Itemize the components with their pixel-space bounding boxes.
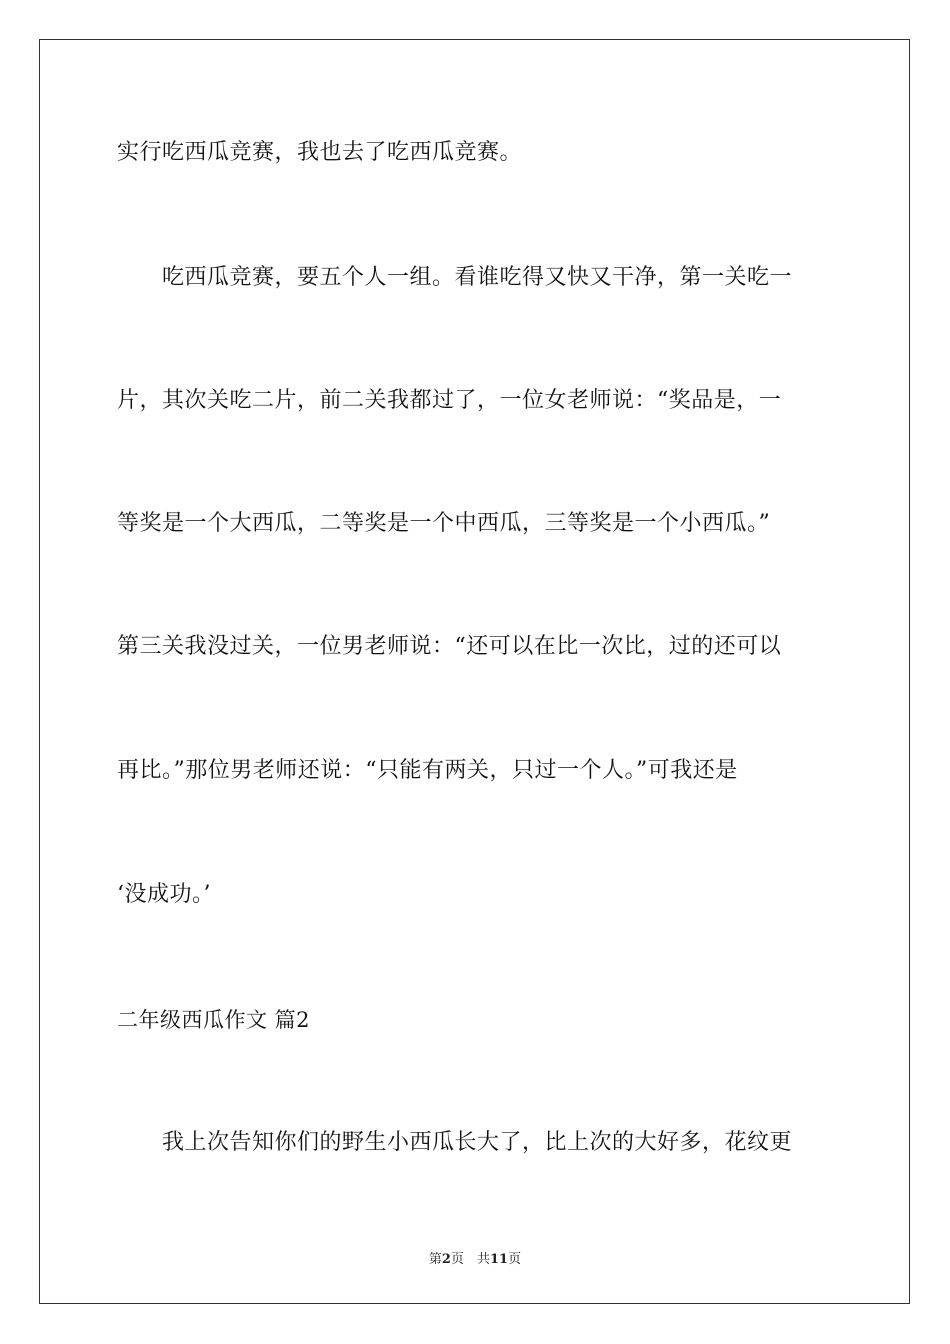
footer-page-total: 11	[489, 1252, 509, 1267]
footer-page-suffix: 页	[508, 1252, 522, 1267]
paragraph-line: 片，其次关吃二片，前二关我都过了，一位女老师说：“奖品是，一	[117, 388, 782, 413]
paragraph-line: 吃西瓜竞赛，要五个人一组。看谁吃得又快又干净，第一关吃一	[117, 265, 793, 290]
paragraph-line: 第三关我没过关，一位男老师说：“还可以在比一次比，过的还可以	[117, 634, 782, 659]
paragraph-line: 再比。”那位男老师还说：“只能有两关，只过一个人。”可我还是	[117, 758, 738, 783]
footer-page-mid: 页 共	[450, 1252, 490, 1267]
page-footer	[0, 1248, 950, 1267]
footer-page-current: 2	[441, 1252, 451, 1267]
footer-page-prefix: 第	[428, 1252, 442, 1267]
paragraph-line: 等奖是一个大西瓜，二等奖是一个中西瓜，三等奖是一个小西瓜。”	[117, 511, 771, 536]
paragraph-line: 实行吃西瓜竞赛，我也去了吃西瓜竞赛。	[117, 140, 523, 165]
paragraph-line: 我上次告知你们的野生小西瓜长大了，比上次的大好多，花纹更	[117, 1130, 793, 1155]
paragraph-line: ‘没成功。’	[117, 882, 211, 907]
page-border	[39, 39, 910, 1304]
section-heading: 二年级西瓜作文 篇2	[117, 1008, 311, 1032]
